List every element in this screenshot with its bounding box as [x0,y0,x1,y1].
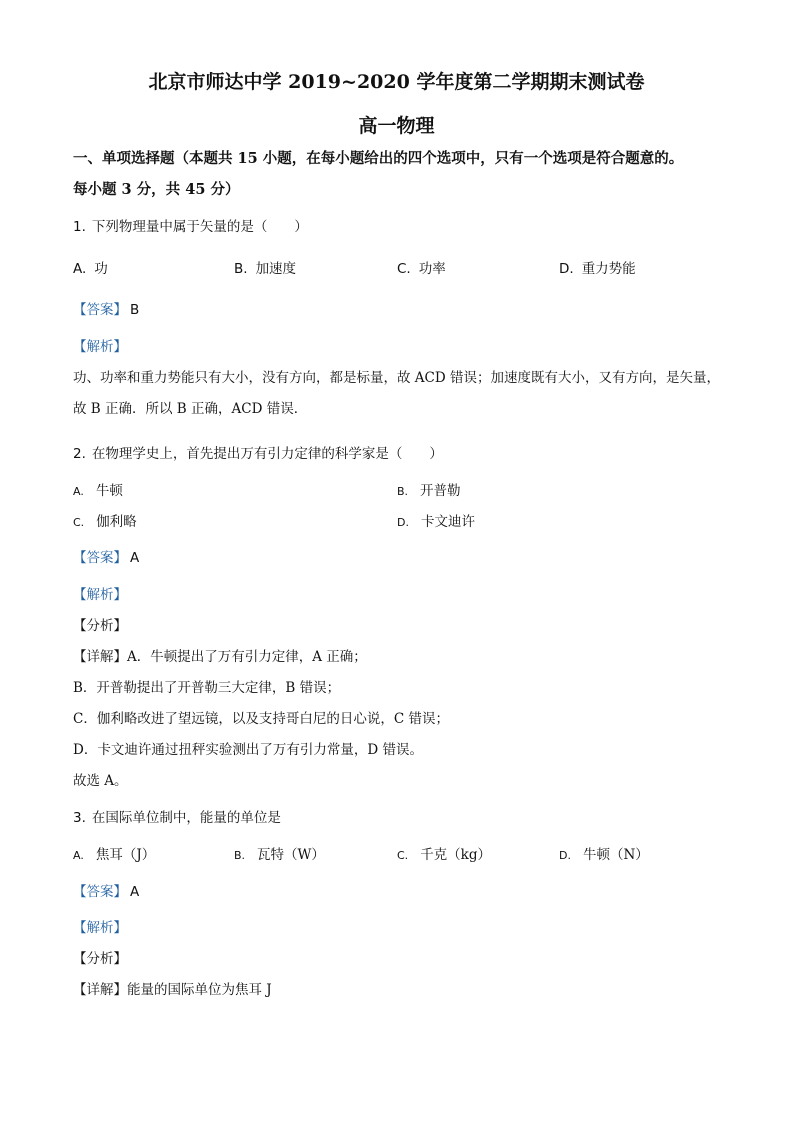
page-subtitle: 高一物理 [358,115,435,137]
question-1 [73,218,308,236]
question-stem: 在物理学史上，首先提出万有引力定律的科学家是（ ） [91,446,443,462]
analysis-tag: 【解析】 [73,587,127,603]
option-b: B. 加速度 [234,261,297,277]
analysis-tag: 【解析】 [73,920,127,936]
answer-line [73,549,139,567]
explanation-line: 【详解】能量的国际单位为焦耳 J [73,982,272,998]
answer-line [73,301,139,319]
question-stem: 在国际单位制中，能量的单位是 [91,810,281,826]
answer-tag: 【答案】 [73,550,127,566]
option-d: D. 重力势能 [559,261,636,277]
answer-value: B [130,302,140,318]
explanation-line: 故选 A。 [73,773,128,789]
option-d: D. 牛顿（N） [559,847,649,863]
option-c: C. 千克（kg） [397,847,492,863]
explanation-line: 故 B 正确．所以 B 正确，ACD 错误． [73,401,308,417]
explanation-line: 【分析】 [73,951,127,967]
explanation-line: D．卡文迪许通过扭秤实验测出了万有引力常量，D 错误。 [73,742,423,758]
analysis-tag: 【解析】 [73,339,127,355]
option-c: C. 功率 [397,261,446,277]
question-number: 3. [73,810,86,826]
option-a: A. 功 [73,261,108,277]
option-b: B. 开普勒 [397,483,461,499]
question-2 [73,445,443,463]
option-d: D. 卡文迪许 [397,514,475,530]
section-heading-line1: 一、单项选择题（本题共 15 小题，在每小题给出的四个选项中，只有一个选项是符合题意的。 [73,150,684,167]
explanation-line: 功、功率和重力势能只有大小，没有方向，都是标量，故 ACD 错误；加速度既有大小，又有方向，是矢量， [73,370,720,386]
page-title: 北京市师达中学 2019~2020 学年度第二学期期末测试卷 [148,71,645,93]
answer-line [73,883,139,901]
answer-value: A [130,884,140,900]
section-heading-line2: 每小题 3 分，共 45 分） [73,181,240,198]
option-c: C. 伽利略 [73,514,137,530]
answer-value: A [130,550,140,566]
answer-tag: 【答案】 [73,302,127,318]
answer-tag: 【答案】 [73,884,127,900]
option-a: A. 牛顿 [73,483,123,499]
question-number: 2. [73,446,86,462]
option-b: B. 瓦特（W） [234,847,325,863]
explanation-line: C．伽利略改进了望远镜，以及支持哥白尼的日心说，C 错误； [73,711,449,727]
explanation-line: B．开普勒提出了开普勒三大定律，B 错误； [73,680,341,696]
option-a: A. 焦耳（J） [73,847,156,863]
explanation-line: 【详解】A．牛顿提出了万有引力定律，A 正确； [73,649,367,665]
question-number: 1. [73,219,86,235]
question-stem: 下列物理量中属于矢量的是（ ） [91,219,308,235]
question-3 [73,809,281,827]
explanation-line: 【分析】 [73,618,127,634]
